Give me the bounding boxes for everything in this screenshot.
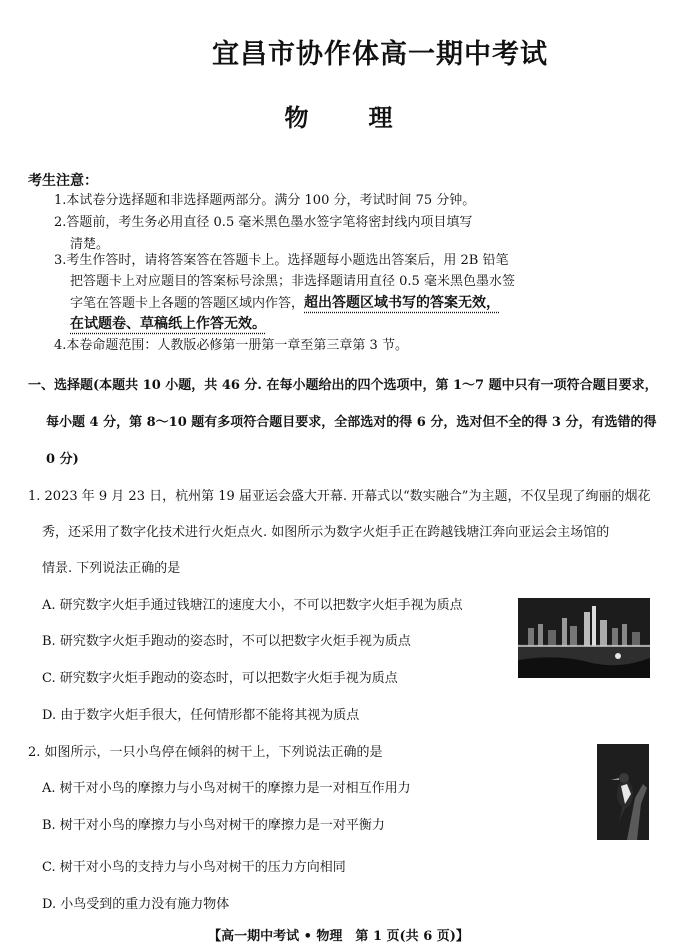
q2-option-b: B. 树干对小鸟的摩擦力与小鸟对树干的摩擦力是一对平衡力	[42, 818, 385, 833]
section-heading-line-1: 一、选择题(本题共 10 小题，共 46 分. 在每小题给出的四个选项中，第 1～7 题中只有一项符合题目要求，	[28, 378, 658, 393]
notice-heading: 考生注意：	[28, 173, 98, 189]
q1-option-b: B. 研究数字火炬手跑动的姿态时，不可以把数字火炬手视为质点	[42, 634, 411, 649]
notice-item-4: 4.本卷命题范围：人教版必修第一册第一章至第三章第 3 节。	[54, 338, 408, 353]
q2-option-c: C. 树干对小鸟的支持力与小鸟对树干的压力方向相同	[42, 860, 346, 875]
notice-item-1: 1.本试卷分选择题和非选择题两部分。满分 100 分，考试时间 75 分钟。	[54, 193, 476, 208]
notice-emphasis-1: 超出答题区域书写的答案无效，	[304, 295, 501, 311]
notice-item-3-text: 字笔在答题卡上各题的答题区域内作答，	[70, 296, 305, 311]
notice-emphasis-2: 在试题卷、草稿纸上作答无效。	[70, 316, 266, 332]
q1-option-c: C. 研究数字火炬手跑动的姿态时，可以把数字火炬手视为质点	[42, 671, 398, 686]
notice-item-3-line4	[70, 313, 540, 336]
section-heading-line-3: 0 分)	[46, 452, 79, 467]
bird-on-branch-photo	[597, 744, 649, 840]
q1-stem-line-2: 秀，还采用了数字化技术进行火炬点火. 如图所示为数字火炬手正在跨越钱塘江奔向亚运会主场馆的	[42, 525, 610, 540]
notice-item-3-line3	[70, 292, 590, 315]
subject-title: 物理	[284, 103, 453, 132]
q2-stem: 2. 如图所示，一只小鸟停在倾斜的树干上，下列说法正确的是	[28, 745, 383, 760]
torchbearer-photo	[518, 598, 650, 678]
notice-item-3: 3.考生作答时，请将答案答在答题卡上。选择题每小题选出答案后，用 2B 铅笔	[54, 253, 509, 268]
q1-stem-line-1: 1. 2023 年 9 月 23 日，杭州第 19 届亚运会盛大开幕. 开幕式以“数实融合”为主题，不仅呈现了绚丽的烟花	[28, 489, 651, 504]
exam-title: 宜昌市协作体高一期中考试	[212, 39, 548, 70]
notice-item-3-line2: 把答题卡上对应题目的答案标号涂黑；非选择题请用直径 0.5 毫米黑色墨水签	[70, 274, 515, 289]
q2-option-a: A. 树干对小鸟的摩擦力与小鸟对树干的摩擦力是一对相互作用力	[42, 781, 411, 796]
notice-item-2-cont: 清楚。	[70, 237, 110, 252]
q1-option-a: A. 研究数字火炬手通过钱塘江的速度大小，不可以把数字火炬手视为质点	[42, 598, 463, 613]
q1-stem-line-3: 情景. 下列说法正确的是	[42, 561, 181, 576]
q1-option-d: D. 由于数字火炬手很大，任何情形都不能将其视为质点	[42, 708, 360, 723]
page-footer: 【高一期中考试 • 物理 第 1 页(共 6 页)】	[208, 929, 469, 944]
notice-item-2: 2.答题前，考生务必用直径 0.5 毫米黑色墨水签字笔将密封线内项目填写	[54, 215, 473, 230]
q2-option-d: D. 小鸟受到的重力没有施力物体	[42, 897, 230, 912]
section-heading-line-2: 每小题 4 分，第 8～10 题有多项符合题目要求，全部选对的得 6 分，选对但不全的得 3 分，有选错的得	[46, 415, 657, 430]
